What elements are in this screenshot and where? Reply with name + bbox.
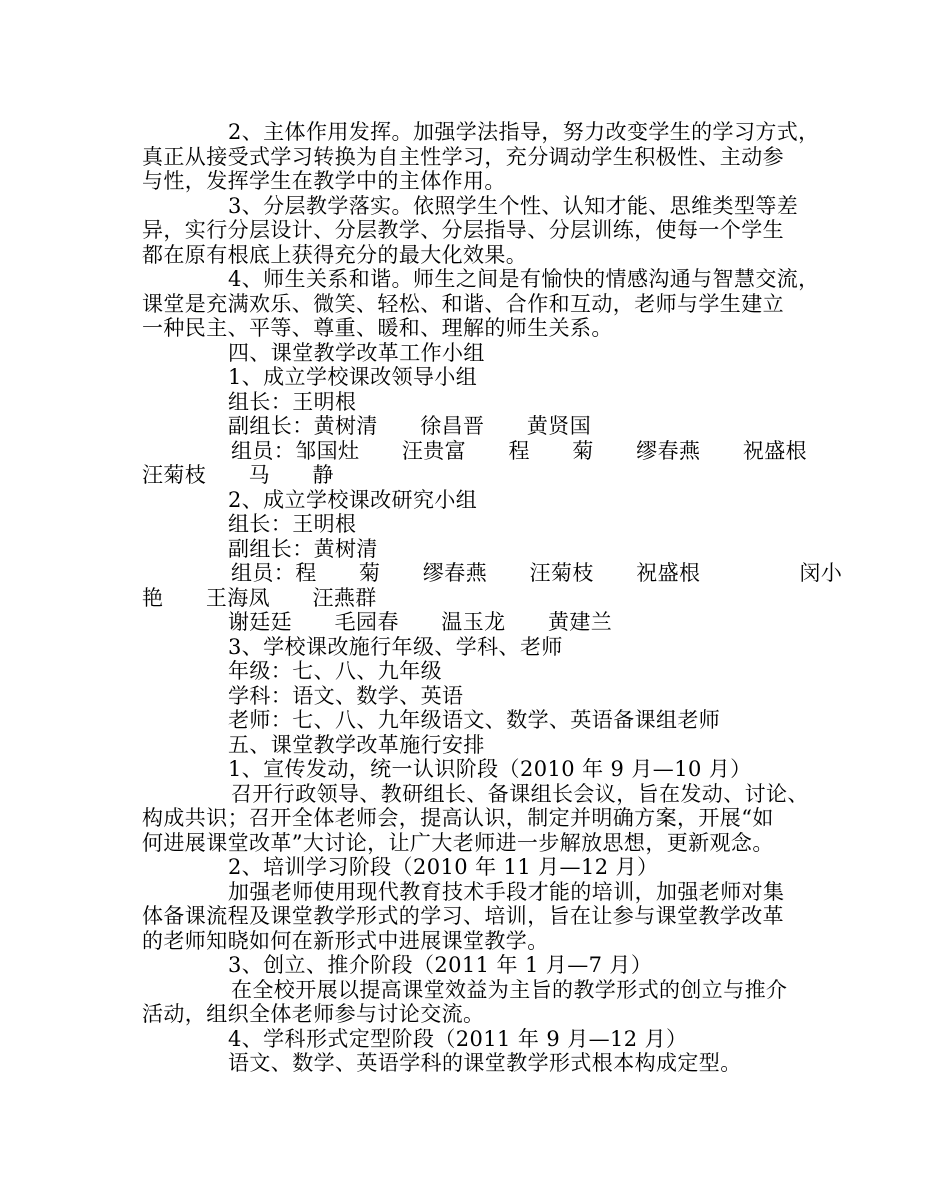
text-line: 2、主体作用发挥。加强学法指导，努力改变学生的学习方式， [228, 120, 820, 144]
text-line: 艳 王海凤 汪燕群 [142, 586, 377, 610]
subsection-heading: 4、学科形式定型阶段（2011 年 9 月—12 月） [228, 1027, 688, 1051]
text-line: 学科：语文、数学、英语 [228, 684, 464, 708]
text-line: 汪菊枝 马 静 [142, 463, 334, 487]
text-line: 组长：王明根 [228, 390, 357, 414]
text-line: 召开行政领导、教研组长、备课组长会议，旨在发动、讨论、 [231, 782, 809, 806]
text-line: 副组长：黄树清 徐昌晋 黄贤国 [228, 414, 592, 438]
text-line: 构成共识；召开全体老师会，提高认识，制定并明确方案，开展“如 [142, 806, 774, 830]
text-line: 课堂是充满欢乐、微笑、轻松、和谐、合作和互动，老师与学生建立 [142, 292, 784, 316]
subsection-heading: 3、创立、推介阶段（2011 年 1 月—7 月） [228, 953, 653, 977]
text-line: 组长：王明根 [228, 512, 357, 536]
text-line: 组员：程 菊 缪春燕 汪菊枝 祝盛根 闵小 [231, 561, 843, 585]
text-line: 副组长：黄树清 [228, 537, 378, 561]
text-line: 老师：七、八、九年级语文、数学、英语备课组老师 [228, 708, 721, 732]
text-line: 都在原有根底上获得充分的最大化效果。 [142, 243, 528, 267]
subsection-heading: 2、培训学习阶段（2010 年 11 月—12 月） [228, 855, 659, 879]
text-line: 加强老师使用现代教育技术手段才能的培训，加强老师对集 [228, 880, 785, 904]
text-line: 组员：邹国灶 汪贵富 程 菊 缪春燕 祝盛根 [231, 439, 808, 463]
text-line: 4、师生关系和谐。师生之间是有愉快的情感沟通与智慧交流， [228, 267, 820, 291]
text-line: 一种民主、平等、尊重、暖和、理解的师生关系。 [142, 316, 613, 340]
text-line: 异，实行分层设计、分层教学、分层指导、分层训练，使每一个学生 [142, 218, 784, 242]
text-line: 何进展课堂改革”大讨论，让广大老师进一步解放思想，更新观念。 [142, 831, 774, 855]
text-line: 3、分层教学落实。依照学生个性、认知才能、思维类型等差 [228, 194, 799, 218]
text-line: 活动，组织全体老师参与讨论交流。 [142, 1002, 485, 1026]
text-line: 体备课流程及课堂教学形式的学习、培训，旨在让参与课堂教学改革 [142, 904, 784, 928]
subsection-heading: 2、成立学校课改研究小组 [228, 488, 478, 512]
text-line: 年级：七、八、九年级 [228, 659, 442, 683]
section-heading: 四、课堂教学改革工作小组 [228, 341, 485, 365]
section-heading: 五、课堂教学改革施行安排 [228, 733, 485, 757]
text-line: 真正从接受式学习转换为自主性学习，充分调动学生积极性、主动参 [142, 145, 784, 169]
subsection-heading: 1、宣传发动，统一认识阶段（2010 年 9 月—10 月） [228, 757, 752, 781]
text-line: 的老师知晓如何在新形式中进展课堂教学。 [142, 929, 549, 953]
text-line: 谢廷廷 毛园春 温玉龙 黄建兰 [228, 610, 613, 634]
text-line: 与性，发挥学生在教学中的主体作用。 [142, 169, 506, 193]
text-line: 在全校开展以提高课堂效益为主旨的教学形式的创立与推介 [231, 978, 788, 1002]
text-line: 语文、数学、英语学科的课堂教学形式根本构成定型。 [228, 1051, 742, 1075]
subsection-heading: 3、学校课改施行年级、学科、老师 [228, 635, 563, 659]
subsection-heading: 1、成立学校课改领导小组 [228, 365, 478, 389]
